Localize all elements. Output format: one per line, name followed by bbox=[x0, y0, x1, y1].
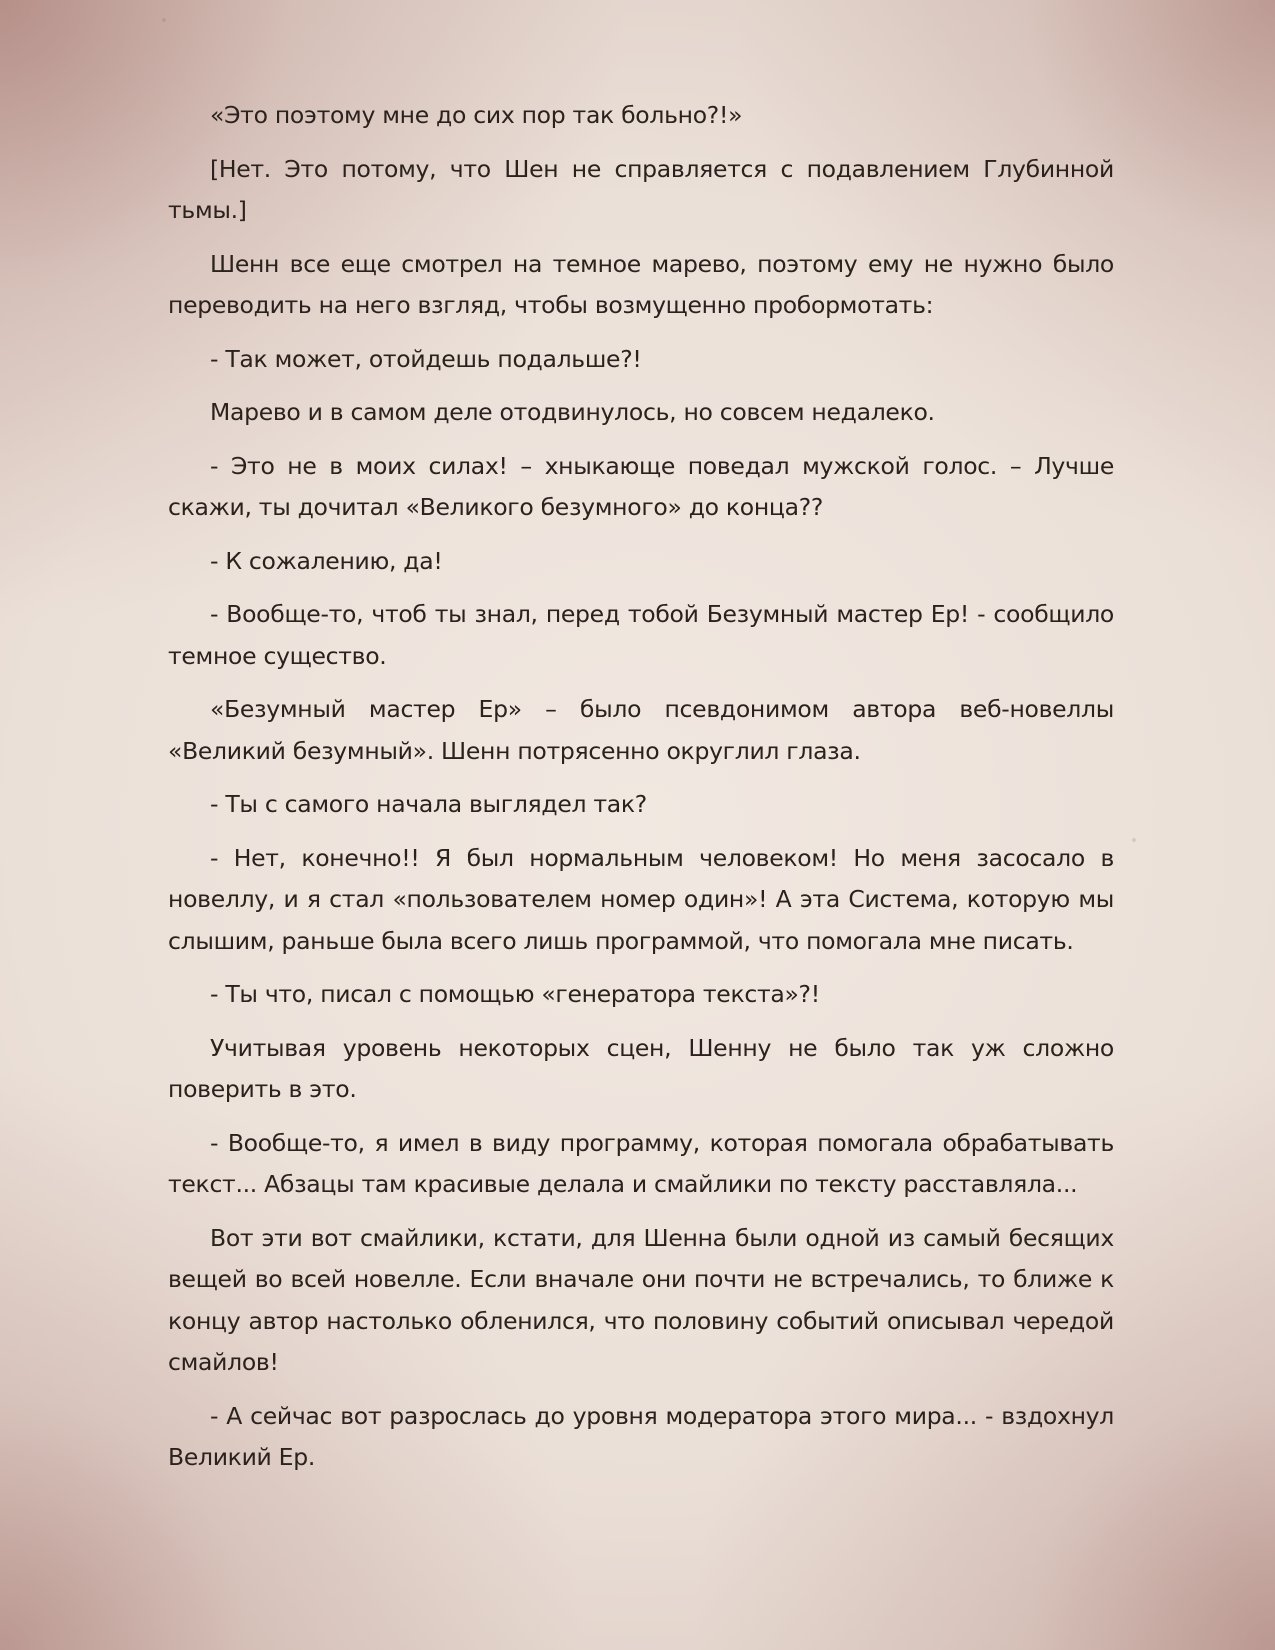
paper-speck bbox=[1132, 838, 1136, 842]
paragraph: - Это не в моих силах! – хныкающе поведал мужской голос. – Лучше скажи, ты дочитал «Великого безумного» до конца?? bbox=[168, 451, 1114, 521]
paragraph: [Нет. Это потому, что Шен не справляется с подавлением Глубинной тьмы.] bbox=[168, 154, 1114, 224]
paragraph: - А сейчас вот разрослась до уровня модератора этого мира... - вздохнул Великий Ер. bbox=[168, 1401, 1114, 1471]
paragraph: «Это поэтому мне до сих пор так больно?!» bbox=[210, 101, 743, 129]
paragraph: Марево и в самом деле отодвинулось, но совсем недалеко. bbox=[210, 398, 935, 426]
paragraph: Вот эти вот смайлики, кстати, для Шенна были одной из самый бесящих вещей во всей новелле. Если вначале они почти не встречались, то ближе к концу автор настолько обленился, что половину событий описывал чередой смайлов! bbox=[168, 1223, 1114, 1376]
paragraph: - Вообще-то, чтоб ты знал, перед тобой Безумный мастер Ер! - сообщило темное существо. bbox=[168, 600, 1114, 670]
paragraph: - Так может, отойдешь подальше?! bbox=[210, 344, 642, 373]
paper-speck bbox=[162, 18, 166, 22]
text-block bbox=[168, 95, 1114, 1479]
paragraph: «Безумный мастер Ер» – было псевдонимом автора веб-новеллы «Великий безумный». Шенн потрясенно округлил глаза. bbox=[168, 695, 1114, 765]
paragraph: - Нет, конечно!! Я был нормальным человеком! Но меня засосало в новеллу, и я стал «пользователем номер один»! А эта Система, которую мы слышим, раньше была всего лишь программой, что помогала мне писать. bbox=[168, 843, 1114, 955]
paragraph: - Вообще-то, я имел в виду программу, которая помогала обрабатывать текст... Абзацы там красивые делала и смайлики по тексту расставляла... bbox=[168, 1128, 1114, 1198]
paragraph: - Ты с самого начала выглядел так? bbox=[210, 790, 647, 818]
paragraph: Учитывая уровень некоторых сцен, Шенну не было так уж сложно поверить в это. bbox=[168, 1033, 1114, 1103]
paragraph: - Ты что, писал с помощью «генератора текста»?! bbox=[210, 980, 820, 1008]
paragraph: Шенн все еще смотрел на темное марево, поэтому ему не нужно было переводить на него взгляд, чтобы возмущенно пробормотать: bbox=[168, 249, 1114, 319]
paragraph: - К сожалению, да! bbox=[210, 546, 443, 575]
